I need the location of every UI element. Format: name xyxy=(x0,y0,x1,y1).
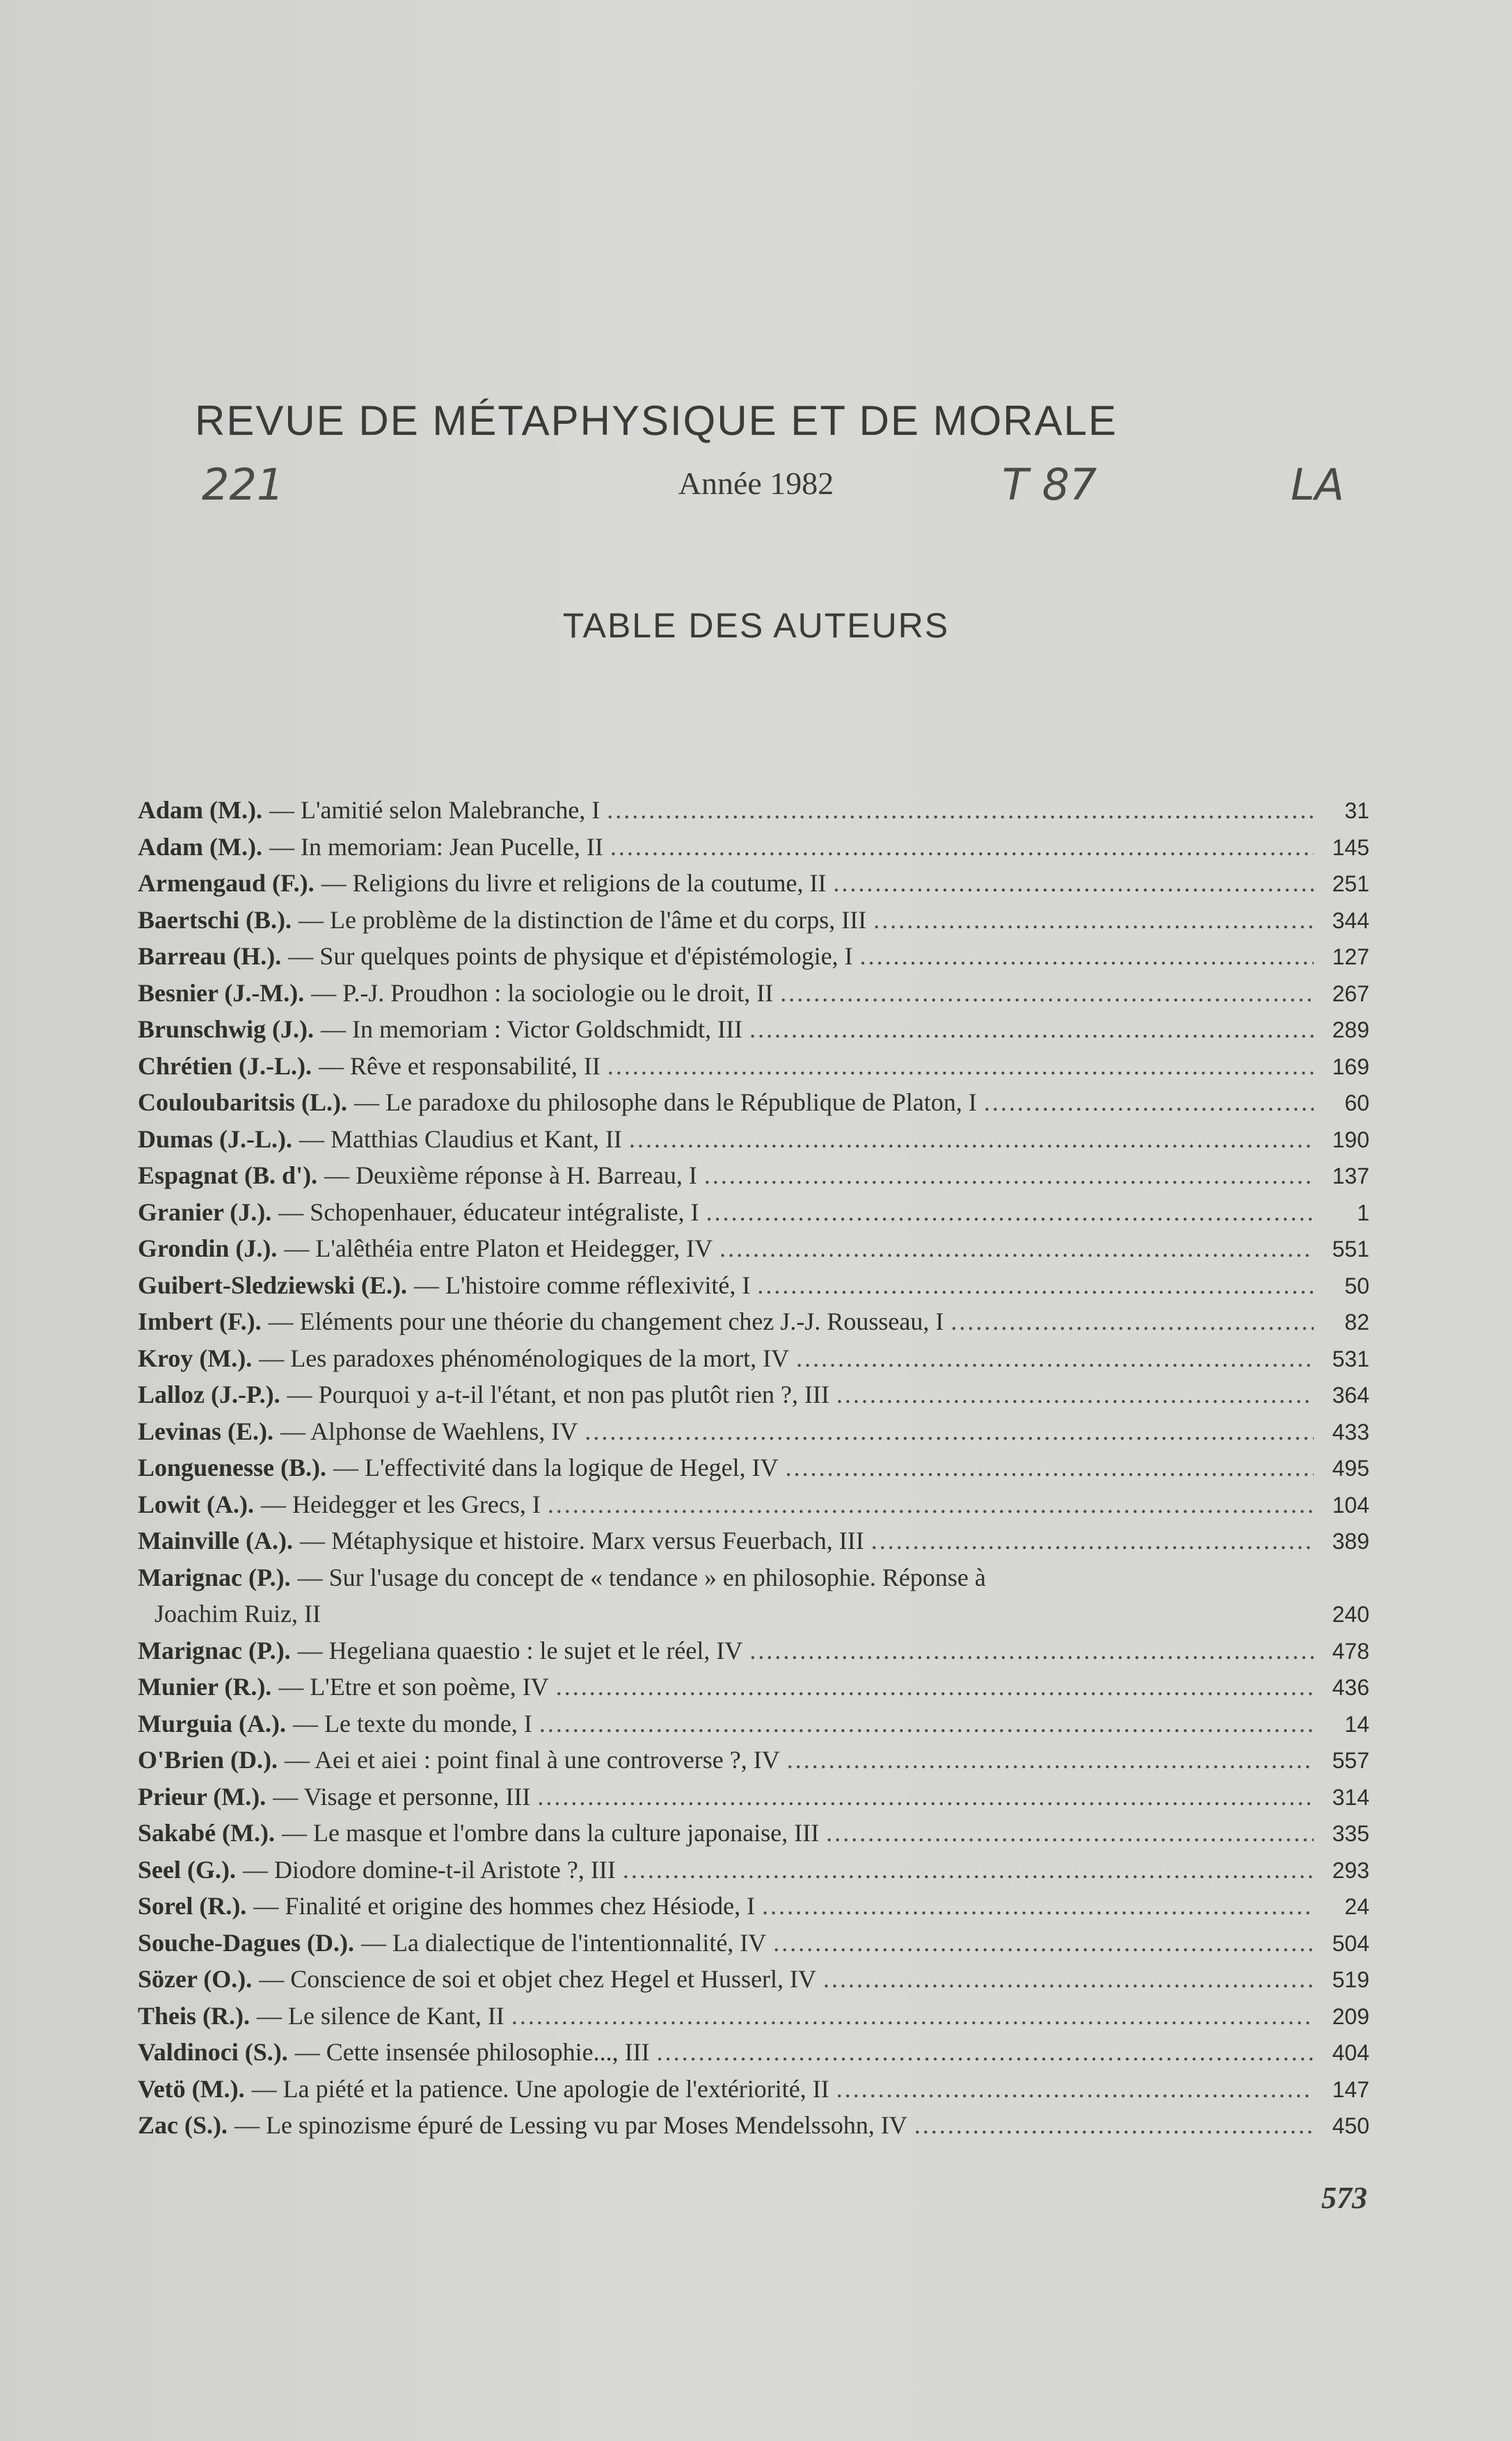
entry-page: 1 xyxy=(1357,1200,1369,1225)
leader-dots xyxy=(950,1303,1314,1340)
index-entry xyxy=(138,865,1369,902)
journal-title: REVUE DE MÉTAPHYSIQUE ET DE MORALE xyxy=(195,397,1118,444)
entry-title: — Pourquoi y a-t-il l'étant, et non pas plutôt rien ?, III xyxy=(287,1381,829,1408)
leader-dots xyxy=(773,1925,1314,1962)
entry-author: Couloubaritsis (L.). xyxy=(138,1088,348,1116)
entry-title: — L'amitié selon Malebranche, I xyxy=(269,796,600,824)
entry-page: 495 xyxy=(1332,1456,1369,1481)
entry-author: Espagnat (B. d'). xyxy=(138,1161,318,1189)
index-entry xyxy=(138,1121,1369,1158)
index-entry xyxy=(138,2107,1369,2144)
entry-page: 82 xyxy=(1344,1310,1369,1335)
index-entry xyxy=(138,2034,1369,2071)
entry-title: — Sur l'usage du concept de « tendance » en philosophie. Réponse à xyxy=(297,1563,986,1591)
entry-title: — Aei et aiei : point final à une controverse ?, IV xyxy=(284,1746,780,1774)
leader-dots xyxy=(826,1815,1314,1852)
index-entry xyxy=(138,938,1369,975)
entry-author: Imbert (F.). xyxy=(138,1307,262,1335)
entry-page: 14 xyxy=(1344,1711,1369,1737)
entry-page: 147 xyxy=(1332,2076,1369,2102)
index-entry xyxy=(138,1303,1369,1340)
entry-page: 531 xyxy=(1332,1346,1369,1371)
entry-title: — Hegeliana quaestio : le sujet et le réel, IV xyxy=(297,1636,743,1664)
index-entry xyxy=(138,1230,1369,1267)
index-entry xyxy=(138,975,1369,1012)
index-entry xyxy=(138,902,1369,939)
leader-dots xyxy=(787,1742,1314,1779)
index-entry xyxy=(138,1559,1369,1632)
entry-title: — Eléments pour une théorie du changement chez J.-J. Rousseau, I xyxy=(268,1307,944,1335)
entry-title: — In memoriam : Victor Goldschmidt, III xyxy=(321,1015,743,1043)
year-label: Année 1982 xyxy=(678,466,834,501)
entry-title: — Conscience de soi et objet chez Hegel et Husserl, IV xyxy=(259,1965,817,1993)
handwritten-note-middle: T 87 xyxy=(1002,459,1097,510)
entry-page: 145 xyxy=(1332,834,1369,860)
leader-dots xyxy=(548,1486,1314,1523)
author-index-list xyxy=(138,792,1369,2144)
leader-dots xyxy=(836,1376,1314,1413)
leader-dots xyxy=(584,1413,1314,1450)
entry-author: Murguia (A.). xyxy=(138,1709,286,1738)
entry-page: 137 xyxy=(1332,1163,1369,1188)
entry-title: — Le texte du monde, I xyxy=(292,1709,532,1738)
index-entry xyxy=(138,1194,1369,1231)
entry-page: 450 xyxy=(1332,2113,1369,2138)
entry-author: Seel (G.). xyxy=(138,1855,236,1884)
entry-title: — Les paradoxes phénoménologiques de la mort, IV xyxy=(259,1344,790,1372)
entry-title: — Le silence de Kant, II xyxy=(257,2001,504,2030)
entry-page: 335 xyxy=(1332,1821,1369,1846)
index-entry xyxy=(138,1705,1369,1742)
entry-page: 209 xyxy=(1332,2003,1369,2029)
leader-dots xyxy=(607,1048,1314,1085)
entry-page: 240 xyxy=(1332,1602,1369,1627)
entry-title: — Religions du livre et religions de la coutume, II xyxy=(321,869,827,897)
entry-title: — La dialectique de l'intentionnalité, IV xyxy=(361,1928,767,1957)
entry-page: 289 xyxy=(1332,1017,1369,1042)
entry-author: Armengaud (F.). xyxy=(138,869,315,897)
leader-dots xyxy=(749,1632,1314,1669)
entry-page: 478 xyxy=(1332,1638,1369,1664)
entry-author: O'Brien (D.). xyxy=(138,1746,278,1774)
entry-page: 314 xyxy=(1332,1784,1369,1810)
index-entry xyxy=(138,1340,1369,1377)
leader-dots xyxy=(873,902,1314,939)
leader-dots xyxy=(719,1230,1314,1267)
index-entry xyxy=(138,1376,1369,1413)
index-entry xyxy=(138,1669,1369,1705)
entry-author: Lalloz (J.-P.). xyxy=(138,1381,280,1408)
leader-dots xyxy=(706,1194,1314,1231)
leader-dots xyxy=(607,792,1314,829)
entry-author: Sorel (R.). xyxy=(138,1892,247,1920)
leader-dots xyxy=(623,1852,1314,1889)
entry-title: — Cette insensée philosophie..., III xyxy=(294,2038,650,2066)
entry-author: Marignac (P.). xyxy=(138,1636,291,1664)
handwritten-note-left: 221 xyxy=(202,459,285,510)
leader-dots xyxy=(834,865,1314,902)
index-entry xyxy=(138,829,1369,866)
entry-author: Grondin (J.). xyxy=(138,1234,278,1262)
entry-page: 31 xyxy=(1344,798,1369,823)
entry-author: Sözer (O.). xyxy=(138,1965,253,1993)
entry-page: 404 xyxy=(1332,2040,1369,2065)
index-entry xyxy=(138,2071,1369,2108)
leader-dots xyxy=(836,2071,1314,2108)
entry-author: Marignac (P.). xyxy=(138,1563,291,1591)
leader-dots xyxy=(786,1449,1314,1486)
entry-page: 519 xyxy=(1332,1967,1369,1992)
entry-title: — Visage et personne, III xyxy=(273,1782,531,1811)
entry-title: — Alphonse de Waehlens, IV xyxy=(280,1417,578,1445)
entry-author: Baertschi (B.). xyxy=(138,905,292,934)
entry-title: — L'Etre et son poème, IV xyxy=(278,1673,549,1701)
leader-dots xyxy=(704,1157,1314,1194)
page-number: 573 xyxy=(1321,2181,1367,2215)
entry-title: — Sur quelques points de physique et d'épistémologie, I xyxy=(288,942,853,970)
entry-page: 293 xyxy=(1332,1857,1369,1883)
index-entry xyxy=(138,1522,1369,1559)
leader-dots xyxy=(657,2034,1314,2071)
entry-title: — Diodore domine-t-il Aristote ?, III xyxy=(242,1855,616,1884)
index-entry xyxy=(138,792,1369,829)
entry-author: Munier (R.). xyxy=(138,1673,272,1701)
leader-dots xyxy=(749,1011,1314,1048)
index-entry xyxy=(138,1925,1369,1962)
entry-title: — Heidegger et les Grecs, I xyxy=(260,1490,541,1518)
entry-author: Guibert-Sledziewski (E.). xyxy=(138,1271,407,1299)
leader-dots xyxy=(780,975,1314,1012)
entry-author: Chrétien (J.-L.). xyxy=(138,1051,312,1080)
index-entry xyxy=(138,1048,1369,1085)
leader-dots xyxy=(914,2107,1314,2144)
entry-author: Adam (M.). xyxy=(138,796,262,824)
entry-page: 433 xyxy=(1332,1419,1369,1445)
entry-page: 551 xyxy=(1332,1237,1369,1262)
index-entry xyxy=(138,1888,1369,1925)
entry-author: Granier (J.). xyxy=(138,1198,272,1226)
entry-author: Lowit (A.). xyxy=(138,1490,254,1518)
entry-author: Zac (S.). xyxy=(138,2111,228,2139)
index-entry xyxy=(138,1084,1369,1121)
entry-page: 24 xyxy=(1344,1894,1369,1919)
index-entry xyxy=(138,1157,1369,1194)
leader-dots xyxy=(796,1340,1314,1377)
entry-page: 50 xyxy=(1344,1273,1369,1298)
entry-page: 267 xyxy=(1332,980,1369,1006)
index-entry xyxy=(138,1632,1369,1669)
index-entry xyxy=(138,1779,1369,1815)
entry-author: Adam (M.). xyxy=(138,832,262,861)
entry-author: Souche-Dagues (D.). xyxy=(138,1928,354,1957)
leader-dots xyxy=(860,938,1314,975)
index-entry xyxy=(138,1011,1369,1048)
index-entry xyxy=(138,1449,1369,1486)
entry-author: Levinas (E.). xyxy=(138,1417,274,1445)
entry-title: — L'histoire comme réflexivité, I xyxy=(413,1271,751,1299)
index-entry xyxy=(138,1486,1369,1523)
leader-dots xyxy=(984,1084,1314,1121)
entry-page: 557 xyxy=(1332,1748,1369,1773)
index-entry xyxy=(138,1852,1369,1889)
leader-dots xyxy=(762,1888,1314,1925)
entry-page: 344 xyxy=(1332,907,1369,933)
entry-author: Barreau (H.). xyxy=(138,942,282,970)
entry-author: Longuenesse (B.). xyxy=(138,1454,327,1481)
entry-page: 436 xyxy=(1332,1675,1369,1700)
entry-author: Besnier (J.-M.). xyxy=(138,978,305,1007)
entry-title: — Métaphysique et histoire. Marx versus Feuerbach, III xyxy=(299,1527,864,1555)
section-title: TABLE DES AUTEURS xyxy=(562,606,950,645)
entry-title: — Finalité et origine des hommes chez Hésiode, I xyxy=(253,1892,756,1920)
index-entry xyxy=(138,1742,1369,1779)
entry-title-continued: Joachim Ruiz, II xyxy=(154,1600,321,1628)
entry-author: Brunschwig (J.). xyxy=(138,1015,315,1043)
entry-author: Dumas (J.-L.). xyxy=(138,1124,292,1153)
entry-author: Valdinoci (S.). xyxy=(138,2038,288,2066)
entry-title: — Matthias Claudius et Kant, II xyxy=(299,1124,622,1153)
entry-page: 389 xyxy=(1332,1529,1369,1554)
entry-title: — P.-J. Proudhon : la sociologie ou le droit, II xyxy=(311,978,774,1007)
entry-title: — Le spinozisme épuré de Lessing vu par Moses Mendelssohn, IV xyxy=(234,2111,907,2139)
entry-page: 504 xyxy=(1332,1930,1369,1956)
entry-author: Theis (R.). xyxy=(138,2001,250,2030)
leader-dots xyxy=(823,1961,1314,1998)
index-entry xyxy=(138,1413,1369,1450)
entry-title: — L'alêthéia entre Platon et Heidegger, IV xyxy=(284,1234,713,1262)
leader-dots xyxy=(757,1267,1314,1304)
index-entry xyxy=(138,1998,1369,2035)
entry-page: 104 xyxy=(1332,1492,1369,1518)
entry-page: 60 xyxy=(1344,1090,1369,1115)
entry-title: — Schopenhauer, éducateur intégraliste, I xyxy=(278,1198,699,1226)
leader-dots xyxy=(871,1522,1314,1559)
entry-title: — L'effectivité dans la logique de Hegel, IV xyxy=(333,1454,779,1481)
entry-title: — Le problème de la distinction de l'âme et du corps, III xyxy=(298,905,867,934)
leader-dots xyxy=(629,1121,1314,1158)
handwritten-note-right: LA xyxy=(1291,459,1344,510)
entry-title: — Rêve et responsabilité, II xyxy=(318,1051,600,1080)
entry-title: — Le masque et l'ombre dans la culture japonaise, III xyxy=(282,1819,820,1847)
entry-page: 127 xyxy=(1332,944,1369,969)
index-entry xyxy=(138,1267,1369,1304)
entry-author: Sakabé (M.). xyxy=(138,1819,275,1847)
index-entry xyxy=(138,1815,1369,1852)
entry-author: Mainville (A.). xyxy=(138,1527,293,1555)
leader-dots xyxy=(539,1705,1314,1742)
leader-dots xyxy=(537,1779,1314,1815)
entry-page: 190 xyxy=(1332,1127,1369,1152)
index-entry xyxy=(138,1961,1369,1998)
entry-title: — La piété et la patience. Une apologie de l'extériorité, II xyxy=(251,2074,829,2103)
leader-dots xyxy=(511,1998,1314,2035)
entry-author: Vetö (M.). xyxy=(138,2074,245,2103)
entry-title: — Deuxième réponse à H. Barreau, I xyxy=(324,1161,697,1189)
leader-dots xyxy=(556,1669,1314,1705)
entry-page: 364 xyxy=(1332,1383,1369,1408)
entry-author: Kroy (M.). xyxy=(138,1344,253,1372)
entry-author: Prieur (M.). xyxy=(138,1782,266,1811)
entry-title: — Le paradoxe du philosophe dans le République de Platon, I xyxy=(354,1088,977,1116)
entry-title: — In memoriam: Jean Pucelle, II xyxy=(269,832,603,861)
entry-page: 251 xyxy=(1332,871,1369,896)
entry-page: 169 xyxy=(1332,1053,1369,1079)
leader-dots xyxy=(610,829,1314,866)
